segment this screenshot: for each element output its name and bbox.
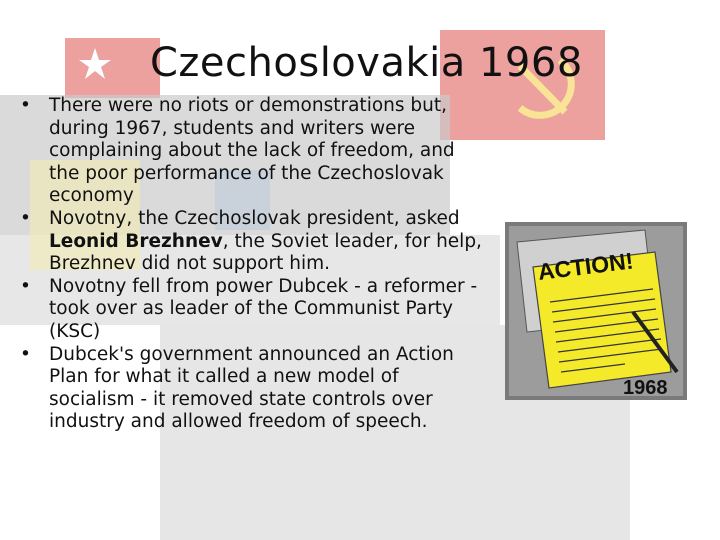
bullet-dot-icon: • [20, 275, 31, 297]
bullet-item [20, 276, 490, 344]
chinese-flag [65, 38, 160, 98]
bullet-item [20, 208, 490, 276]
bullet-dot-icon: • [20, 95, 31, 116]
bullet-dot-icon: • [20, 207, 31, 229]
action-image [505, 222, 687, 400]
bullet-text: Novotny, the Czechoslovak president, asked [49, 207, 460, 229]
year-label: 1968 [623, 377, 668, 399]
bullet-text: Novotny fell from power Dubcek - a reformer - took over as leader of the Communist Party (KSC) [49, 275, 478, 342]
bullet-list [20, 95, 490, 434]
bullet-emphasis: Leonid Brezhnev [49, 230, 223, 252]
bullet-text: There were no riots or demonstrations but, during 1967, students and writers were complaining about the lack of freedom, and the poor performance of the Czechoslovak economy [49, 95, 455, 207]
slide-title: Czechoslovakia 1968 [150, 40, 583, 86]
bullet-text: Dubcek's government announced an Action Plan for what it called a new model of socialism - it removed state controls over industry and allowed freedom of speech. [49, 343, 454, 433]
bullet-dot-icon: • [20, 343, 31, 365]
bullet-item [20, 95, 490, 208]
bullet-text: , the Soviet leader, for help, Brezhnev did not support him. [49, 230, 482, 275]
action-headline: ACTION! [536, 247, 635, 285]
bullet-item [20, 344, 490, 434]
